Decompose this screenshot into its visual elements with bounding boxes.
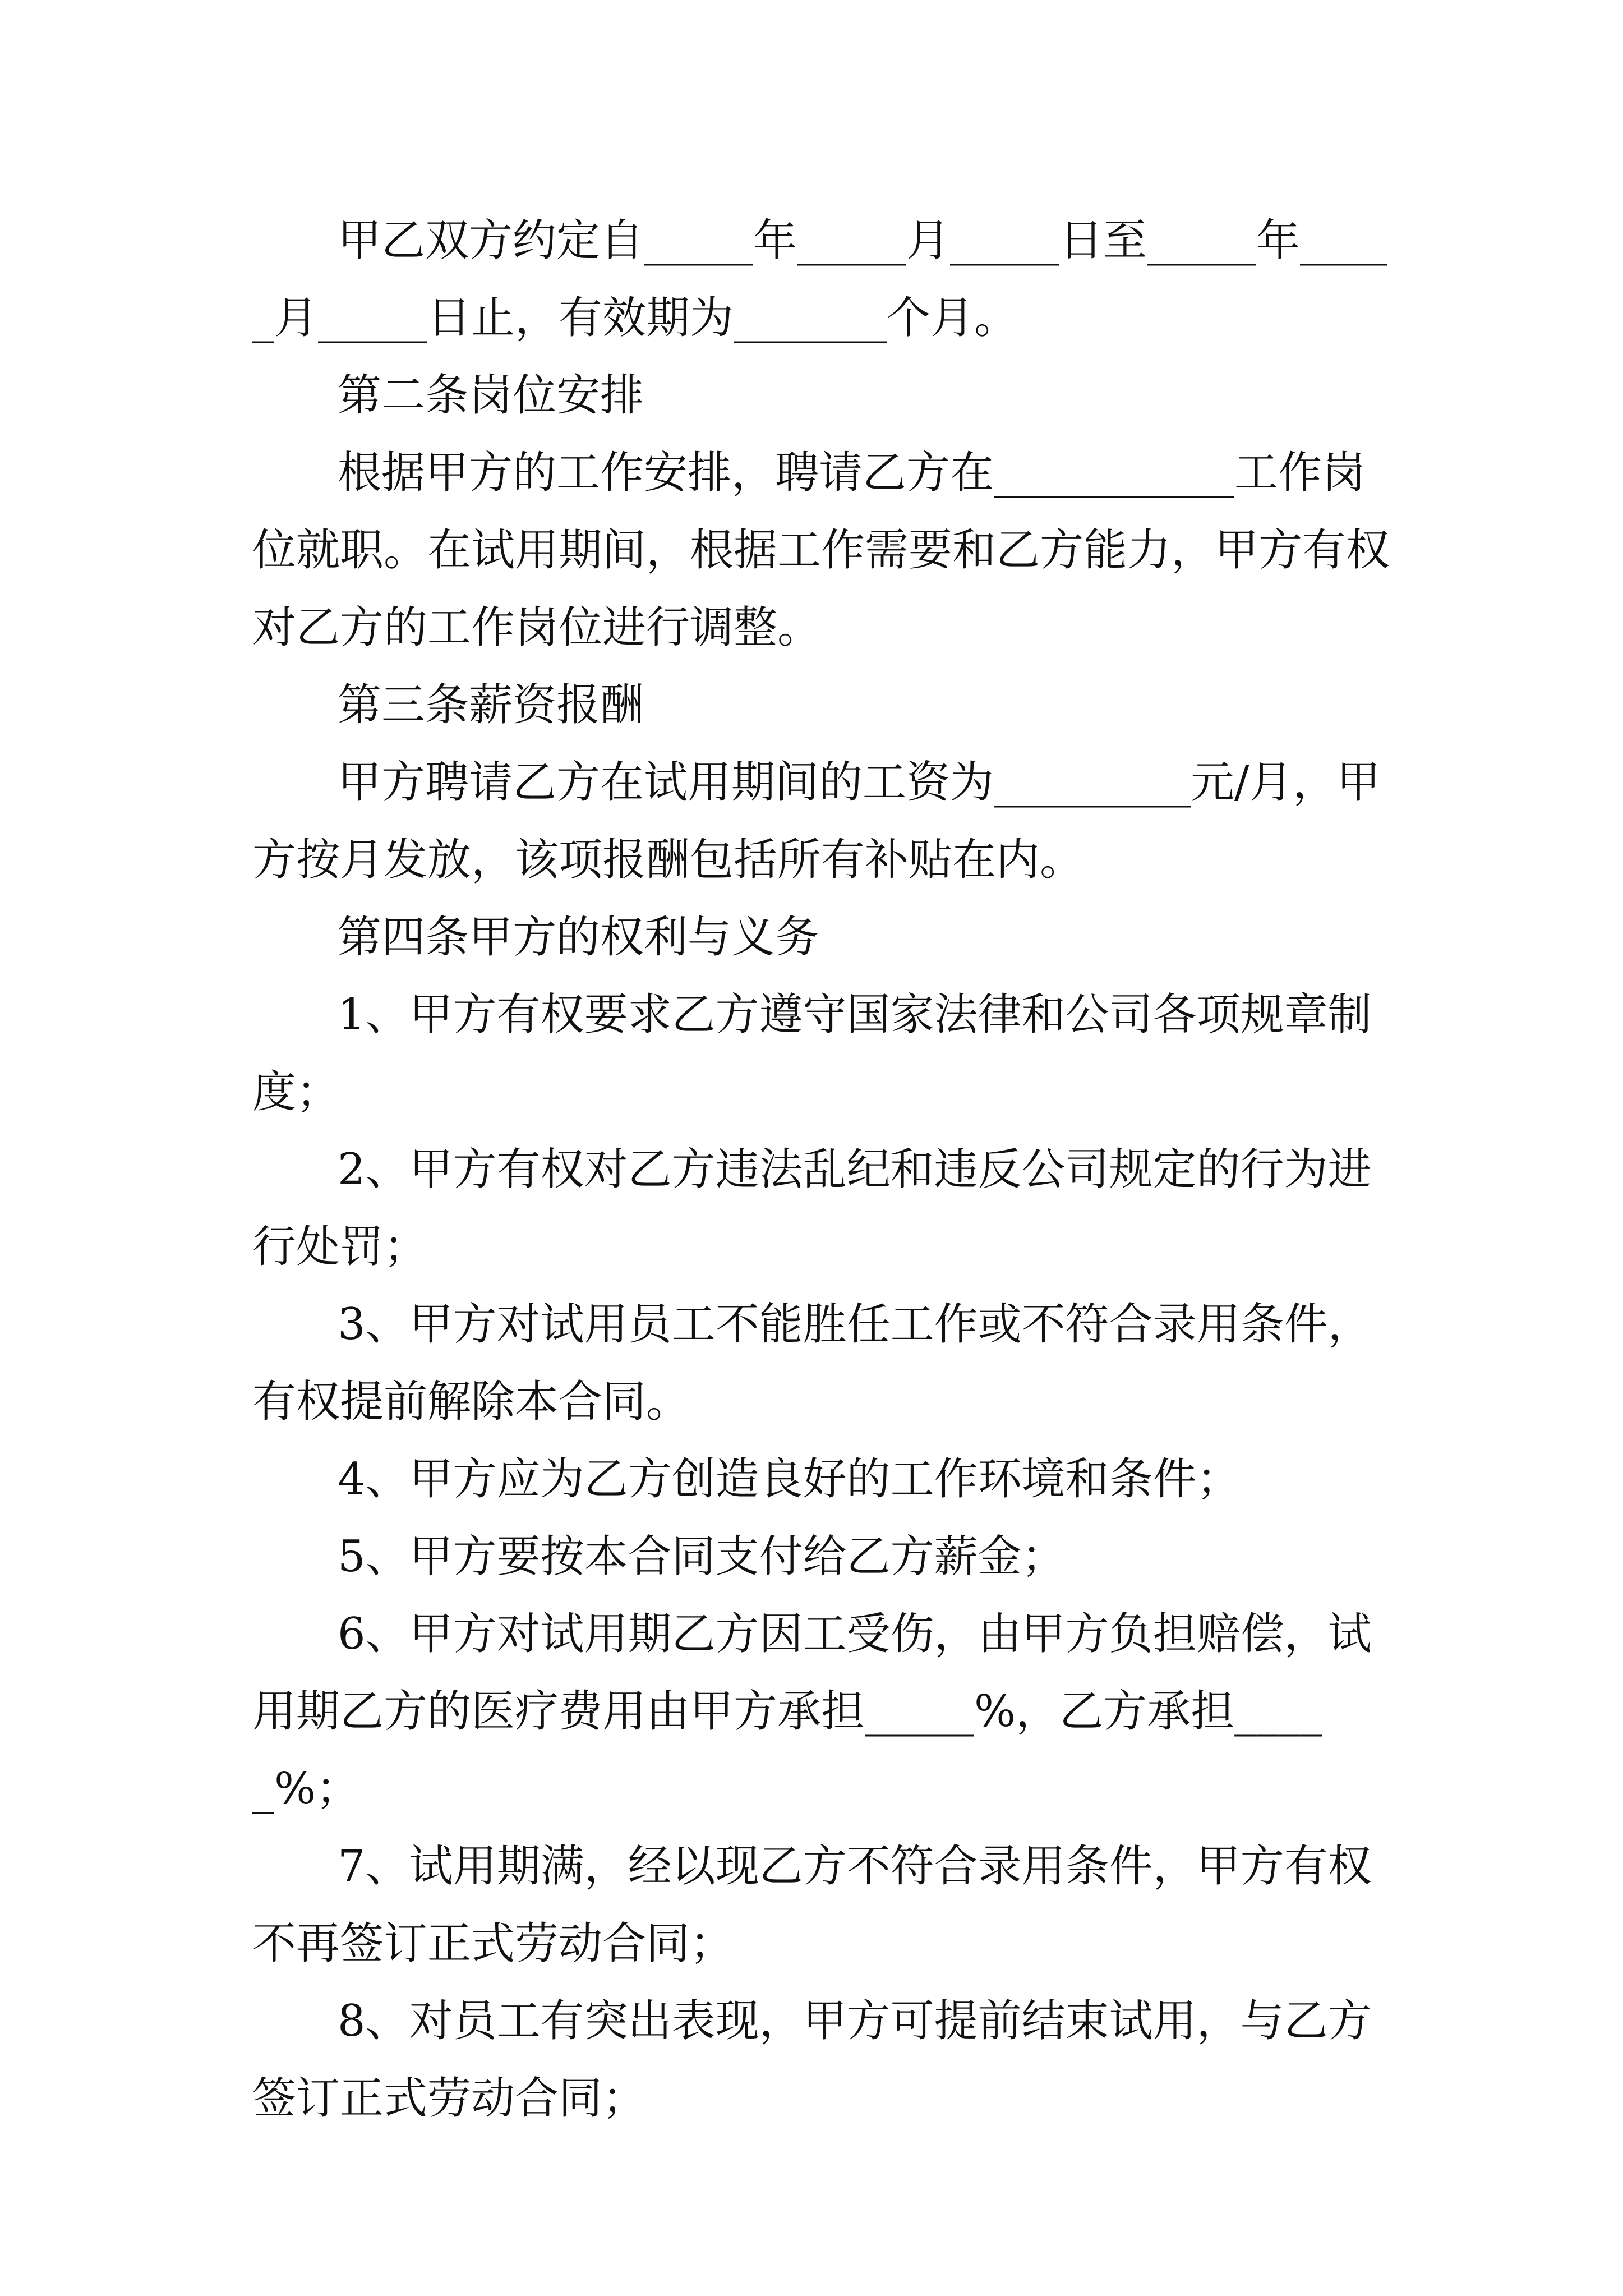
paragraph-salary: 甲方聘请乙方在试用期间的工资为_________元/月，甲方按月发放，该项报酬包括所有补贴在内。 [252, 757, 1381, 885]
document-body [252, 202, 1391, 2137]
list-item-3: 3、甲方对试用员工不能胜任工作或不符合录用条件，有权提前解除本合同。 [252, 1299, 1372, 1427]
list-item-7: 7、试用期满，经以现乙方不符合录用条件，甲方有权不再签订正式劳动合同； [252, 1841, 1372, 1969]
heading-article-4: 第四条甲方的权利与义务 [338, 912, 819, 963]
heading-article-3: 第三条薪资报酬 [338, 680, 644, 730]
list-item-6: 6、甲方对试用期乙方因工受伤，由甲方负担赔偿，试用期乙方的医疗费用由甲方承担_____%，乙方承担_____%； [252, 1609, 1372, 1814]
list-item-2: 2、甲方有权对乙方违法乱纪和违反公司规定的行为进行处罚； [252, 1144, 1372, 1272]
heading-article-2: 第二条岗位安排 [338, 370, 644, 421]
list-item-1: 1、甲方有权要求乙方遵守国家法律和公司各项规章制度； [252, 990, 1372, 1117]
list-item-8: 8、对员工有突出表现，甲方可提前结束试用，与乙方签订正式劳动合同； [252, 1996, 1372, 2124]
paragraph-term-period: 甲乙双方约定自_____年_____月_____日至_____年_____月_____日止，有效期为_______个月。 [252, 215, 1388, 343]
list-item-4: 4、甲方应为乙方创造良好的工作环境和条件； [338, 1454, 1241, 1504]
list-item-5: 5、甲方要按本合同支付给乙方薪金； [338, 1531, 1066, 1582]
paragraph-position: 根据甲方的工作安排，聘请乙方在___________工作岗位就职。在试用期间，根据工作需要和乙方能力，甲方有权对乙方的工作岗位进行调整。 [252, 448, 1390, 653]
